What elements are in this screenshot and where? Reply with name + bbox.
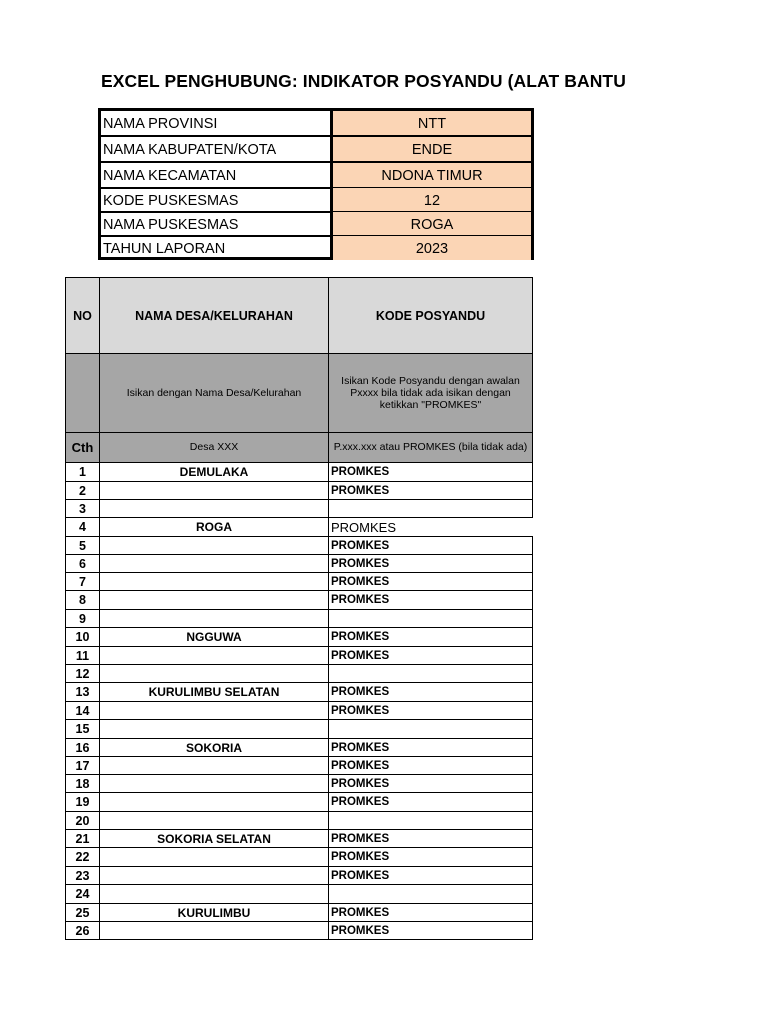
info-label: NAMA PROVINSI	[103, 116, 218, 132]
desa-cell[interactable]	[99, 481, 329, 500]
note-kode: Isikan Kode Posyandu dengan awalan Pxxxx bila tidak ada isikan dengan ketikkan "PROMKES"	[328, 353, 533, 433]
example-no: Cth	[65, 432, 100, 463]
row-number: 12	[65, 664, 100, 683]
header-kode: KODE POSYANDU	[328, 277, 533, 354]
info-value[interactable]: 12	[330, 188, 531, 212]
kode-posyandu-cell[interactable]: PROMKES	[328, 847, 533, 867]
kode-posyandu-cell[interactable]: PROMKES	[331, 519, 397, 535]
desa-cell[interactable]: KURULIMBU	[99, 903, 329, 922]
kode-posyandu-cell[interactable]: PROMKES	[328, 536, 533, 555]
kode-posyandu-cell[interactable]	[328, 609, 533, 628]
kode-posyandu-cell[interactable]: PROMKES	[328, 572, 533, 591]
info-row-kabupaten	[101, 137, 531, 161]
row-number: 19	[65, 792, 100, 812]
desa-cell[interactable]: SOKORIA SELATAN	[99, 829, 329, 848]
info-value[interactable]: NTT	[330, 111, 531, 135]
kode-posyandu-cell[interactable]: PROMKES	[328, 646, 533, 665]
row-number: 21	[65, 829, 100, 848]
row-number: 2	[65, 481, 100, 500]
desa-cell[interactable]	[99, 921, 329, 940]
sheet-title: EXCEL PENGHUBUNG: INDIKATOR POSYANDU (ALAT BANTU	[101, 71, 626, 91]
info-value[interactable]: NDONA TIMUR	[330, 163, 531, 187]
info-row-kecamatan	[101, 163, 531, 187]
header-no: NO	[65, 277, 100, 354]
row-number: 13	[65, 682, 100, 702]
info-value[interactable]: ROGA	[330, 212, 531, 236]
info-row-provinsi	[101, 111, 531, 135]
kode-posyandu-cell[interactable]	[328, 884, 533, 904]
desa-cell[interactable]	[99, 701, 329, 720]
kode-posyandu-cell[interactable]: PROMKES	[328, 829, 533, 848]
row-number: 7	[65, 572, 100, 591]
kode-posyandu-cell[interactable]: PROMKES	[328, 921, 533, 940]
desa-cell[interactable]	[99, 847, 329, 867]
desa-cell[interactable]	[99, 774, 329, 793]
desa-cell[interactable]: ROGA	[99, 517, 329, 537]
note-desa: Isikan dengan Nama Desa/Kelurahan	[99, 353, 329, 433]
kode-posyandu-cell[interactable]: PROMKES	[328, 682, 533, 702]
row-number: 5	[65, 536, 100, 555]
row-number: 18	[65, 774, 100, 793]
kode-posyandu-cell[interactable]	[328, 499, 533, 518]
desa-cell[interactable]	[99, 554, 329, 573]
info-row-tahun	[101, 236, 531, 260]
desa-cell[interactable]	[99, 664, 329, 683]
header-desa: NAMA DESA/KELURAHAN	[99, 277, 329, 354]
desa-cell[interactable]	[99, 609, 329, 628]
desa-cell[interactable]	[99, 792, 329, 812]
kode-posyandu-cell[interactable]: PROMKES	[328, 903, 533, 922]
kode-posyandu-cell[interactable]: PROMKES	[328, 774, 533, 793]
desa-cell[interactable]	[99, 884, 329, 904]
desa-cell[interactable]	[99, 756, 329, 775]
row-number: 16	[65, 738, 100, 757]
desa-cell[interactable]	[99, 866, 329, 885]
kode-posyandu-cell[interactable]: PROMKES	[328, 554, 533, 573]
info-table	[98, 108, 534, 260]
desa-cell[interactable]: NGGUWA	[99, 627, 329, 647]
info-row-kode-puskesmas	[101, 188, 531, 212]
kode-posyandu-cell[interactable]: PROMKES	[328, 792, 533, 812]
info-row-puskesmas	[101, 212, 531, 236]
example-desa: Desa XXX	[99, 432, 329, 463]
kode-posyandu-cell[interactable]: PROMKES	[328, 627, 533, 647]
desa-cell[interactable]	[99, 811, 329, 830]
row-number: 24	[65, 884, 100, 904]
info-label: NAMA KABUPATEN/KOTA	[103, 142, 277, 158]
row-number: 26	[65, 921, 100, 940]
example-kode: P.xxx.xxx atau PROMKES (bila tidak ada)	[328, 432, 533, 463]
desa-cell[interactable]	[99, 536, 329, 555]
row-number: 6	[65, 554, 100, 573]
info-value[interactable]: 2023	[330, 236, 531, 260]
note-no	[65, 353, 100, 433]
desa-cell[interactable]: KURULIMBU SELATAN	[99, 682, 329, 702]
desa-cell[interactable]: DEMULAKA	[99, 462, 329, 482]
kode-posyandu-cell[interactable]: PROMKES	[328, 866, 533, 885]
info-label: KODE PUSKESMAS	[103, 193, 239, 209]
desa-cell[interactable]	[99, 646, 329, 665]
kode-posyandu-cell[interactable]: PROMKES	[328, 738, 533, 757]
desa-cell[interactable]	[99, 719, 329, 739]
row-number: 4	[65, 517, 100, 537]
row-number: 9	[65, 609, 100, 628]
kode-posyandu-cell[interactable]: PROMKES	[328, 590, 533, 610]
row-number: 20	[65, 811, 100, 830]
row-number: 23	[65, 866, 100, 885]
row-number: 22	[65, 847, 100, 867]
kode-posyandu-cell[interactable]: PROMKES	[328, 462, 533, 482]
desa-cell[interactable]: SOKORIA	[99, 738, 329, 757]
kode-posyandu-cell[interactable]	[328, 719, 533, 739]
kode-posyandu-cell[interactable]	[328, 664, 533, 683]
desa-cell[interactable]	[99, 572, 329, 591]
kode-posyandu-cell[interactable]: PROMKES	[328, 481, 533, 500]
desa-cell[interactable]	[99, 590, 329, 610]
kode-posyandu-cell[interactable]	[328, 811, 533, 830]
info-label: TAHUN LAPORAN	[103, 241, 226, 257]
row-number: 8	[65, 590, 100, 610]
row-number: 15	[65, 719, 100, 739]
info-label: NAMA KECAMATAN	[103, 168, 237, 184]
kode-posyandu-cell[interactable]: PROMKES	[328, 701, 533, 720]
info-value[interactable]: ENDE	[330, 137, 531, 161]
row-number: 14	[65, 701, 100, 720]
row-number: 11	[65, 646, 100, 665]
row-number: 25	[65, 903, 100, 922]
row-number: 17	[65, 756, 100, 775]
info-label: NAMA PUSKESMAS	[103, 217, 239, 233]
row-number: 3	[65, 499, 100, 518]
kode-posyandu-cell[interactable]: PROMKES	[328, 756, 533, 775]
row-number: 10	[65, 627, 100, 647]
row-number: 1	[65, 462, 100, 482]
desa-cell[interactable]	[99, 499, 329, 518]
